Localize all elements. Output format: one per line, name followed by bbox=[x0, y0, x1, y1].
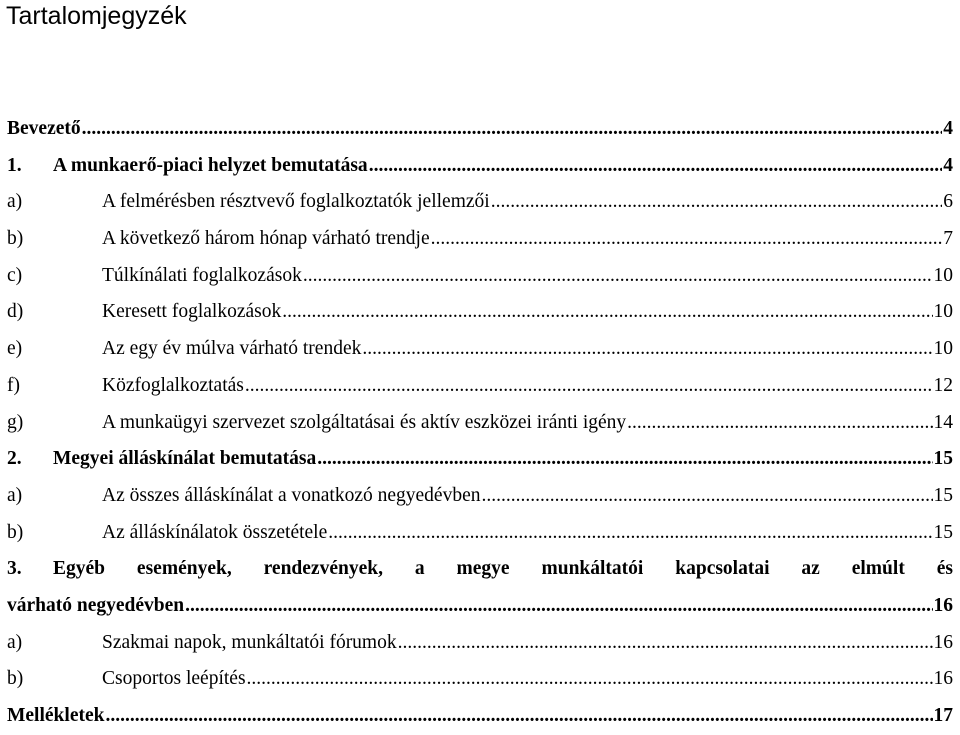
toc-leader-dots bbox=[369, 148, 943, 185]
toc-page-number: 10 bbox=[933, 301, 953, 323]
toc-page-number: 15 bbox=[933, 484, 953, 506]
toc-leader-dots bbox=[105, 698, 932, 735]
toc-leader-dots bbox=[328, 515, 932, 552]
toc-leader-dots bbox=[282, 294, 932, 331]
toc-entry-number: c) bbox=[7, 264, 23, 286]
toc-entry-section-3[interactable] bbox=[7, 551, 953, 624]
toc-entry-number: f) bbox=[7, 374, 20, 396]
toc-page-number: 16 bbox=[933, 668, 953, 690]
toc-entry-text: Az összes álláskínálat a vonatkozó negyedévben bbox=[102, 484, 481, 506]
toc-entry-text: Csoportos leépítés bbox=[102, 668, 246, 690]
toc-leader-dots bbox=[398, 625, 933, 662]
toc-page-number: 4 bbox=[943, 154, 953, 176]
toc-leader-dots bbox=[362, 331, 932, 368]
toc-leader-dots bbox=[247, 661, 933, 698]
toc-entry-text: Túlkínálati foglalkozások bbox=[102, 264, 302, 286]
toc-page-number: 14 bbox=[933, 411, 953, 433]
toc-title: Tartalomjegyzék bbox=[6, 2, 187, 30]
toc-entry-section-1[interactable] bbox=[7, 148, 953, 185]
toc-page-number: 12 bbox=[933, 374, 953, 396]
toc-leader-dots bbox=[303, 258, 933, 295]
toc-entry-number: a) bbox=[7, 484, 23, 506]
toc-entry-text: A munkaügyi szervezet szolgáltatásai és aktív eszközei iránti igény bbox=[102, 411, 627, 433]
toc-entry-word: elmúlt bbox=[851, 558, 905, 580]
toc-entry-text: Mellékletek bbox=[7, 705, 105, 726]
toc-entry-word: és bbox=[936, 558, 953, 580]
toc-leader-dots bbox=[185, 588, 932, 625]
toc-entry-number: a) bbox=[7, 631, 23, 653]
toc-entry-text: Megyei álláskínálat bemutatása bbox=[53, 448, 317, 470]
toc-entry-text: A munkaerő-piaci helyzet bemutatása bbox=[53, 154, 368, 176]
toc-entry-line-1 bbox=[7, 551, 953, 588]
toc-leader-dots bbox=[245, 368, 933, 405]
toc-page-number: 7 bbox=[943, 228, 953, 250]
toc-page-number: 6 bbox=[943, 191, 953, 213]
toc-leader-dots bbox=[82, 111, 943, 148]
toc-leader-dots bbox=[317, 441, 932, 478]
toc-entry-section-1f[interactable] bbox=[7, 368, 953, 405]
toc-entry-appendices[interactable] bbox=[7, 698, 953, 735]
toc-entry-text: Szakmai napok, munkáltatói fórumok bbox=[102, 631, 397, 653]
toc-entry-section-1c[interactable] bbox=[7, 258, 953, 295]
toc-entry-text: Keresett foglalkozások bbox=[102, 301, 282, 323]
toc-entry-text: Közfoglalkoztatás bbox=[102, 374, 244, 396]
toc-entry-section-2[interactable] bbox=[7, 441, 953, 478]
toc-entry-text: A következő három hónap várható trendje bbox=[102, 228, 430, 250]
toc-entry-text-line-2: várható negyedévben bbox=[7, 594, 185, 616]
toc-entry-section-1b[interactable] bbox=[7, 221, 953, 258]
toc-entry-word: megye bbox=[456, 558, 510, 580]
toc-page-number: 17 bbox=[933, 705, 953, 726]
toc-entry-number: 3. bbox=[7, 558, 22, 580]
toc-page-number: 10 bbox=[933, 264, 953, 286]
toc-entry-number: e) bbox=[7, 338, 23, 360]
toc-entry-word: munkáltatói bbox=[541, 558, 644, 580]
toc-entry-number: a) bbox=[7, 191, 23, 213]
toc-entry-line-2 bbox=[7, 588, 953, 625]
toc-entry-text: A felmérésben résztvevő foglalkoztatók jellemzői bbox=[102, 191, 490, 213]
toc-entry-number: d) bbox=[7, 301, 24, 323]
toc-page-number: 15 bbox=[933, 521, 953, 543]
toc-page-number: 15 bbox=[933, 448, 953, 470]
toc-entry-number: g) bbox=[7, 411, 24, 433]
toc-entry-number: 2. bbox=[7, 448, 22, 470]
toc-entry-text: Bevezető bbox=[7, 118, 81, 139]
toc-entry-number: b) bbox=[7, 228, 24, 250]
toc-entry-section-2b[interactable] bbox=[7, 515, 953, 552]
toc-entry-section-1d[interactable] bbox=[7, 294, 953, 331]
toc-page-number: 16 bbox=[933, 631, 953, 653]
toc-page-number: 4 bbox=[943, 118, 953, 139]
toc-page-number: 10 bbox=[933, 338, 953, 360]
toc-entry-text: Az álláskínálatok összetétele bbox=[102, 521, 328, 543]
toc-entry-section-2a[interactable] bbox=[7, 478, 953, 515]
toc-leader-dots bbox=[431, 221, 943, 258]
toc-entry-number: 1. bbox=[7, 154, 22, 176]
toc-leader-dots bbox=[491, 184, 943, 221]
toc-entry-number: b) bbox=[7, 521, 24, 543]
toc-entry-introduction[interactable] bbox=[7, 111, 953, 148]
toc-entry-text-line-1 bbox=[53, 551, 953, 588]
toc-entry-word: rendezvények, bbox=[263, 558, 383, 580]
toc-leader-dots bbox=[627, 405, 932, 442]
toc-entry-number: b) bbox=[7, 668, 24, 690]
toc-entry-word: Egyéb bbox=[53, 558, 106, 580]
toc-entry-word: az bbox=[801, 558, 820, 580]
toc-entry-text: Az egy év múlva várható trendek bbox=[102, 338, 362, 360]
toc-entry-word: események, bbox=[136, 558, 232, 580]
toc-entry-section-3b[interactable] bbox=[7, 661, 953, 698]
toc-entry-section-1a[interactable] bbox=[7, 184, 953, 221]
table-of-contents bbox=[7, 111, 953, 735]
toc-page-number: 16 bbox=[933, 594, 953, 616]
toc-entry-word: a bbox=[414, 558, 425, 580]
toc-entry-section-3a[interactable] bbox=[7, 625, 953, 662]
toc-entry-section-1g[interactable] bbox=[7, 405, 953, 442]
toc-leader-dots bbox=[482, 478, 933, 515]
toc-entry-word: kapcsolatai bbox=[675, 558, 770, 580]
toc-entry-section-1e[interactable] bbox=[7, 331, 953, 368]
